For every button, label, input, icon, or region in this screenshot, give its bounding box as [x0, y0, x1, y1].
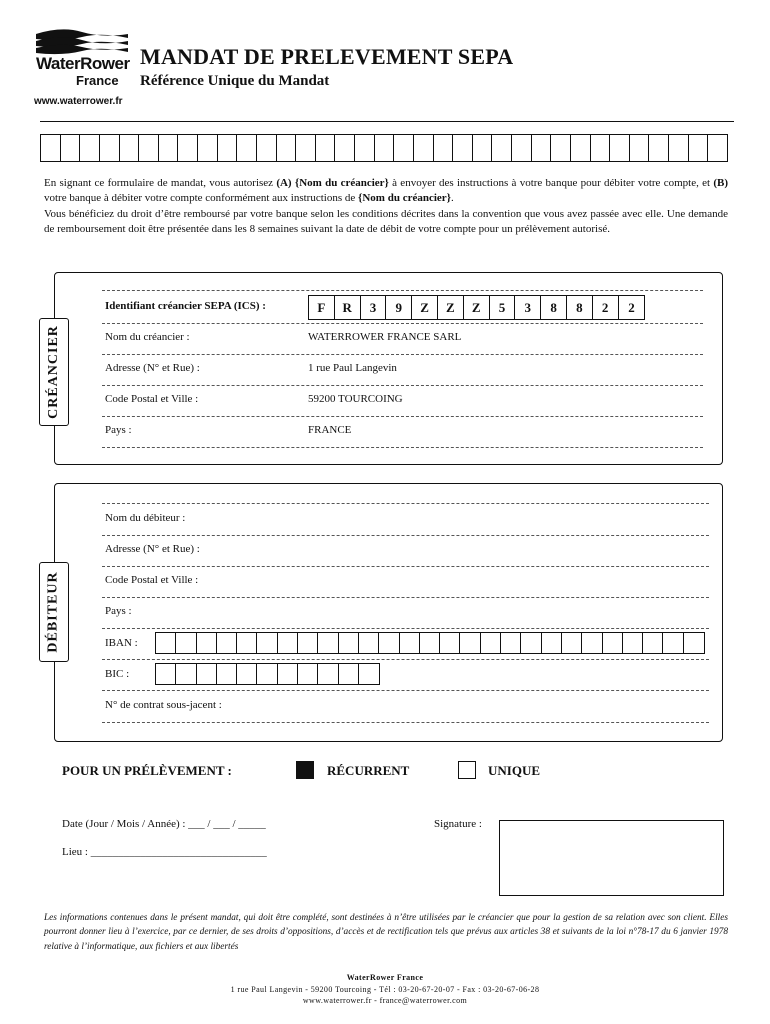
iban-cell[interactable]: [603, 633, 623, 653]
rum-cell[interactable]: [139, 135, 159, 161]
debiteur-name-field[interactable]: [102, 535, 709, 536]
divider: [102, 659, 709, 660]
bic-cell[interactable]: [339, 664, 359, 684]
divider: [102, 447, 703, 448]
bic-cell[interactable]: [237, 664, 257, 684]
bic-label: BIC :: [105, 668, 130, 680]
rum-input-grid[interactable]: [40, 134, 728, 162]
legal-notice: Les informations contenues dans le présent mandat, qui doit être complété, sont destinées à n’être utilisées par le créancier que pour la gestion de sa relation avec son client. Elles pourront donner lieu à l’exercice, par ce dernier, de ses droits d’oppositions, d’accès et de rectification tels que prévus aux articles 38 et suivants de la loi n°78-17 du 6 janvier 1978 relative à l’informatique, aux fichiers et aux libertés: [44, 913, 728, 952]
place-field[interactable]: Lieu : ________________________________: [62, 846, 267, 858]
rum-cell[interactable]: [649, 135, 669, 161]
debiteur-city-label: Code Postal et Ville :: [105, 574, 199, 586]
rum-cell[interactable]: [198, 135, 218, 161]
rum-cell[interactable]: [669, 135, 689, 161]
ics-char: Z: [438, 296, 464, 319]
iban-cell[interactable]: [420, 633, 440, 653]
rum-cell[interactable]: [335, 135, 355, 161]
iban-cell[interactable]: [379, 633, 399, 653]
creancier-city-value: 59200 TOURCOING: [308, 393, 403, 405]
rum-cell[interactable]: [591, 135, 611, 161]
divider: [102, 354, 703, 355]
rum-cell[interactable]: [80, 135, 100, 161]
iban-cell[interactable]: [643, 633, 663, 653]
debiteur-country-field[interactable]: [102, 628, 709, 629]
bic-cell[interactable]: [156, 664, 176, 684]
rum-cell[interactable]: [434, 135, 454, 161]
rum-cell[interactable]: [61, 135, 81, 161]
ics-char: F: [309, 296, 335, 319]
ics-char: 3: [515, 296, 541, 319]
bic-cell[interactable]: [359, 664, 379, 684]
rum-cell[interactable]: [277, 135, 297, 161]
iban-cell[interactable]: [237, 633, 257, 653]
creancier-city-label: Code Postal et Ville :: [105, 393, 199, 405]
recurrent-label: RÉCURRENT: [327, 763, 410, 778]
iban-cell[interactable]: [501, 633, 521, 653]
divider: [102, 690, 709, 691]
creancier-country-value: FRANCE: [308, 424, 352, 436]
waterrower-logo: [32, 26, 132, 110]
logo-country: France: [76, 73, 119, 88]
signature-box[interactable]: [499, 820, 724, 896]
iban-label: IBAN :: [105, 637, 138, 649]
footer-contact: www.waterrower.fr - france@waterrower.com: [302, 996, 468, 1005]
iban-cell[interactable]: [339, 633, 359, 653]
iban-cell[interactable]: [663, 633, 683, 653]
rum-cell[interactable]: [532, 135, 552, 161]
divider: [102, 385, 703, 386]
divider: [102, 416, 703, 417]
bic-cell[interactable]: [318, 664, 338, 684]
unique-label: UNIQUE: [488, 763, 541, 778]
signature-label: Signature :: [434, 818, 482, 830]
iban-cell[interactable]: [359, 633, 379, 653]
debiteur-section-label: DÉBITEUR: [39, 562, 69, 662]
ics-char: 2: [628, 299, 635, 315]
rum-cell[interactable]: [492, 135, 512, 161]
payment-type-label: POUR UN PRÉLÈVEMENT :: [62, 763, 232, 778]
ics-char: 8: [541, 296, 567, 319]
header-divider: [40, 121, 734, 122]
rum-cell[interactable]: [257, 135, 277, 161]
iban-cell[interactable]: [318, 633, 338, 653]
ics-char: 9: [386, 296, 412, 319]
bic-cell[interactable]: [257, 664, 277, 684]
bic-cell[interactable]: [298, 664, 318, 684]
iban-input-grid[interactable]: [155, 632, 705, 654]
bic-input-grid[interactable]: [155, 663, 380, 685]
iban-cell[interactable]: [542, 633, 562, 653]
ics-code-grid: [308, 295, 645, 320]
creancier-name-value: WATERROWER FRANCE SARL: [308, 331, 462, 343]
creancier-name-label: Nom du créancier :: [105, 331, 190, 343]
ics-label: Identifiant créancier SEPA (ICS) :: [105, 300, 266, 312]
iban-cell[interactable]: [684, 633, 704, 653]
iban-cell[interactable]: [156, 633, 176, 653]
rum-cell[interactable]: [159, 135, 179, 161]
creancier-address-value: 1 rue Paul Langevin: [308, 362, 397, 374]
rum-cell[interactable]: [551, 135, 571, 161]
divider: [102, 323, 703, 324]
contract-number-field[interactable]: [102, 722, 709, 723]
recurrent-checkbox[interactable]: [296, 761, 314, 779]
intro-text: En signant ce formulaire de mandat, vous autorisez (A) {Nom du créancier} à envoyer des instructions à votre banque pour débiter votre compte, et (B) votre banque à débiter votre compte conformément aux instructions de {Nom du créancier}. Vous bénéficiez du droit d’être remboursé par votre banque selon les conditions décrites dans la convention que vous avez passée avec elle. Une demande de remboursement doit être présentée dans les 8 semaines suivant la date de débit de votre compte pour un prélèvement autorisé.: [44, 177, 728, 235]
debiteur-country-label: Pays :: [105, 605, 132, 617]
iban-cell[interactable]: [217, 633, 237, 653]
iban-cell[interactable]: [298, 633, 318, 653]
logo-website[interactable]: www.waterrower.fr: [34, 96, 123, 107]
rum-cell[interactable]: [218, 135, 238, 161]
creancier-address-label: Adresse (N° et Rue) :: [105, 362, 200, 374]
iban-cell[interactable]: [460, 633, 480, 653]
page-title: MANDAT DE PRELEVEMENT SEPA: [140, 44, 514, 69]
ics-char: 2: [593, 296, 619, 319]
iban-cell[interactable]: [197, 633, 217, 653]
rum-cell[interactable]: [610, 135, 630, 161]
rum-cell[interactable]: [41, 135, 61, 161]
contract-number-label: N° de contrat sous-jacent :: [105, 699, 222, 711]
rum-cell[interactable]: [689, 135, 709, 161]
ics-char: Z: [412, 296, 438, 319]
ics-char: 3: [361, 296, 387, 319]
rum-cell[interactable]: [355, 135, 375, 161]
rum-cell[interactable]: [414, 135, 434, 161]
wave-logo-icon: [32, 26, 132, 56]
rum-cell[interactable]: [571, 135, 591, 161]
date-field[interactable]: Date (Jour / Mois / Année) : ___ / ___ / _____: [62, 818, 266, 830]
rum-cell[interactable]: [394, 135, 414, 161]
rum-cell[interactable]: [178, 135, 198, 161]
iban-cell[interactable]: [562, 633, 582, 653]
unique-checkbox[interactable]: [458, 761, 476, 779]
debiteur-address-label: Adresse (N° et Rue) :: [105, 543, 200, 555]
rum-cell[interactable]: [453, 135, 473, 161]
rum-cell[interactable]: [100, 135, 120, 161]
iban-cell[interactable]: [400, 633, 420, 653]
iban-cell[interactable]: [257, 633, 277, 653]
ics-char: Z: [464, 296, 490, 319]
debiteur-city-field[interactable]: [102, 597, 709, 598]
divider: [102, 290, 703, 291]
bic-cell[interactable]: [217, 664, 237, 684]
rum-cell[interactable]: [120, 135, 140, 161]
logo-wordmark: WaterRower: [36, 54, 130, 73]
bic-cell[interactable]: [197, 664, 217, 684]
debiteur-name-label: Nom du débiteur :: [105, 512, 186, 524]
bic-cell[interactable]: [176, 664, 196, 684]
footer-company: WaterRower France: [346, 973, 424, 982]
bic-cell[interactable]: [278, 664, 298, 684]
page-subtitle: Référence Unique du Mandat: [140, 73, 330, 89]
rum-cell[interactable]: [512, 135, 532, 161]
rum-cell[interactable]: [708, 135, 727, 161]
iban-cell[interactable]: [481, 633, 501, 653]
ics-char: 5: [490, 296, 516, 319]
creancier-country-label: Pays :: [105, 424, 132, 436]
rum-cell[interactable]: [473, 135, 493, 161]
rum-cell[interactable]: [316, 135, 336, 161]
rum-cell[interactable]: [375, 135, 395, 161]
iban-cell[interactable]: [623, 633, 643, 653]
iban-cell[interactable]: [582, 633, 602, 653]
rum-cell[interactable]: [630, 135, 650, 161]
footer-address: 1 rue Paul Langevin - 59200 Tourcoing - Tél : 03-20-67-20-07 - Fax : 03-20-67-06-28: [230, 985, 540, 994]
iban-cell[interactable]: [176, 633, 196, 653]
ics-char: 8: [567, 296, 593, 319]
iban-cell[interactable]: [440, 633, 460, 653]
iban-cell[interactable]: [521, 633, 541, 653]
rum-cell[interactable]: [237, 135, 257, 161]
divider: [102, 503, 709, 504]
ics-char: R: [335, 296, 361, 319]
iban-cell[interactable]: [278, 633, 298, 653]
creancier-section-label: CRÉANCIER: [39, 318, 69, 426]
debiteur-address-field[interactable]: [102, 566, 709, 567]
rum-cell[interactable]: [296, 135, 316, 161]
